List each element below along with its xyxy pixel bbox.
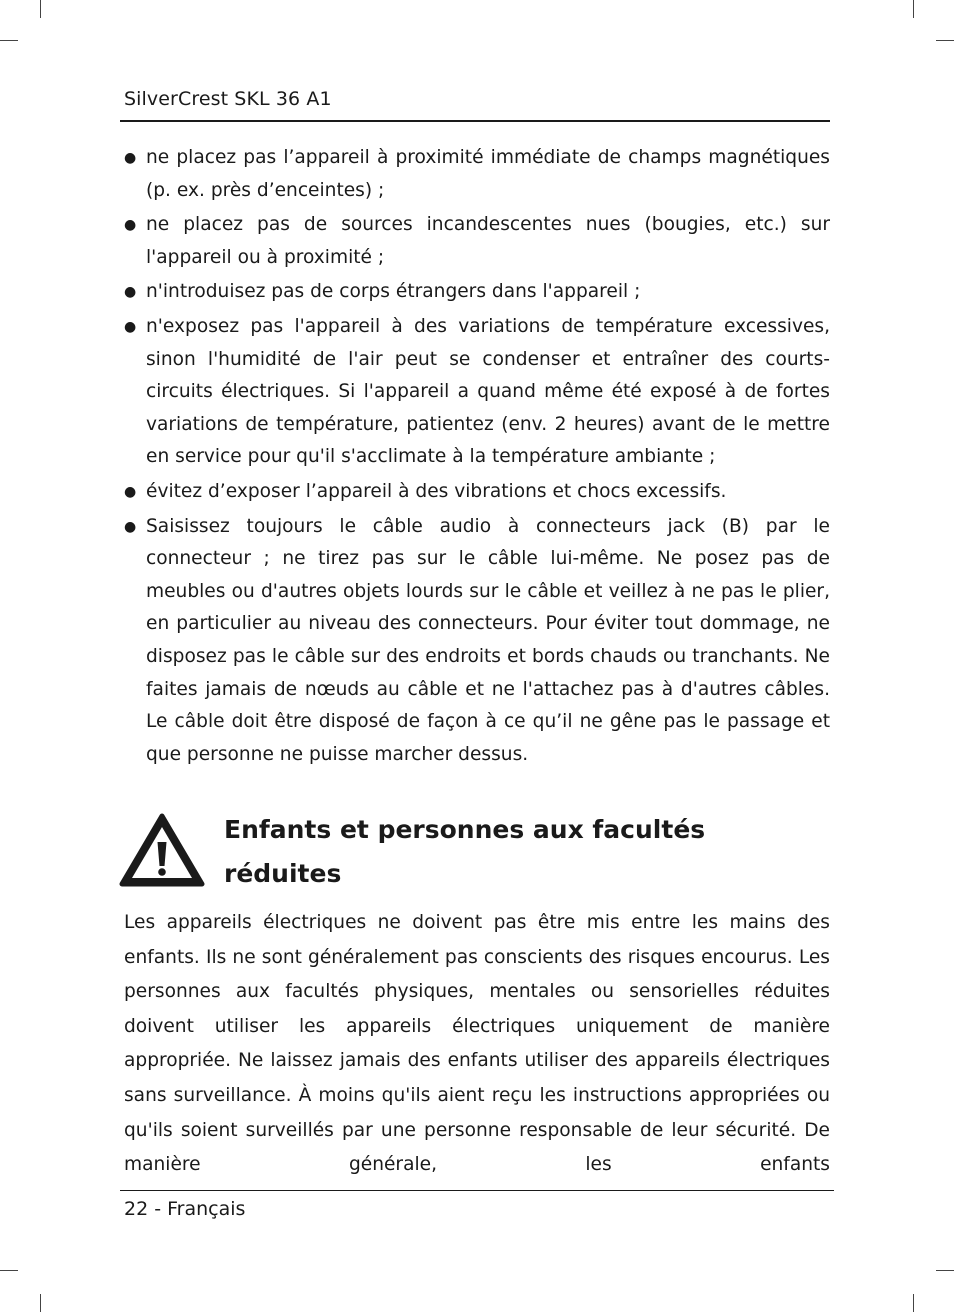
list-item-text: Saisissez toujours le câble audio à connecteurs jack (B) par le connecteur ; ne tirez pas sur le câble lui-même. Ne posez pas de meubles ou d'autres objets lourds sur le câble et veillez à ne pas le plier, en particulier au niveau des connecteurs. Pour éviter tout dommage, ne disposez pas le câble sur des endroits et bords chauds ou tranchants. Ne faites jamais de nœuds au câble et ne l'attachez pas à d'autres câbles. Le câble doit être disposé de façon à ce qu’il ne gêne pas le passage et que personne ne puisse marcher dessus.: [146, 515, 830, 765]
crop-mark: [913, 1294, 914, 1312]
list-item: [124, 209, 830, 274]
crop-mark: [40, 1294, 41, 1312]
list-item-text: n'introduisez pas de corps étrangers dans l'appareil ;: [146, 281, 641, 303]
bullet-icon: ●: [124, 518, 137, 535]
crop-mark: [0, 40, 18, 41]
safety-bullet-list: [124, 142, 830, 773]
bullet-icon: ●: [124, 483, 137, 500]
page-number-label: 22 - Français: [124, 1198, 246, 1220]
list-item-text: évitez d’exposer l’appareil à des vibrations et chocs excessifs.: [146, 480, 727, 502]
header-divider: [120, 120, 830, 122]
crop-mark: [0, 1270, 18, 1271]
list-item: [124, 511, 830, 772]
warning-triangle-icon: [118, 812, 206, 888]
section-heading-line: Enfants et personnes aux facultés: [224, 815, 706, 844]
bullet-icon: ●: [124, 217, 137, 234]
list-item: [124, 276, 830, 309]
footer-divider: [120, 1190, 834, 1191]
bullet-icon: ●: [124, 318, 137, 335]
list-item-text: ne placez pas l’appareil à proximité immédiate de champs magnétiques (p. ex. près d’enceintes) ;: [146, 147, 830, 201]
crop-mark: [40, 0, 41, 18]
crop-mark: [936, 40, 954, 41]
section-heading-line: réduites: [224, 859, 342, 888]
crop-mark: [936, 1270, 954, 1271]
list-item-text: ne placez pas de sources incandescentes nues (bougies, etc.) sur l'appareil ou à proximité ;: [146, 214, 830, 268]
crop-mark: [913, 0, 914, 18]
bullet-icon: ●: [124, 284, 137, 301]
list-item: [124, 311, 830, 474]
list-item: [124, 142, 830, 207]
page-header-title: SilverCrest SKL 36 A1: [124, 88, 332, 110]
bullet-icon: ●: [124, 150, 137, 166]
list-item: [124, 476, 830, 509]
section-paragraph: Les appareils électriques ne doivent pas être mis entre les mains des enfants. Ils ne sont généralement pas conscients des risques encourus. Les personnes aux facultés physiques, mentales ou sensorielles réduites doivent utiliser les appareils électriques uniquement de manière appropriée. Ne laissez jamais des enfants utiliser des appareils électriques sans surveillance. À moins qu'ils aient reçu les instructions appropriées ou qu'ils soient surveillés par une personne responsable de leur sécurité. De manière générale, les enfants: [124, 912, 830, 1176]
list-item-text: n'exposez pas l'appareil à des variations de température excessives, sinon l'humidité de l'air peut se condenser et entraîner des courts-circuits électriques. Si l'appareil a quand même été exposé à de fortes variations de température, patientez (env. 2 heures) avant de le mettre en service pour qu'il s'acclimate à la température ambiante ;: [146, 315, 830, 468]
section-heading: [224, 808, 784, 896]
